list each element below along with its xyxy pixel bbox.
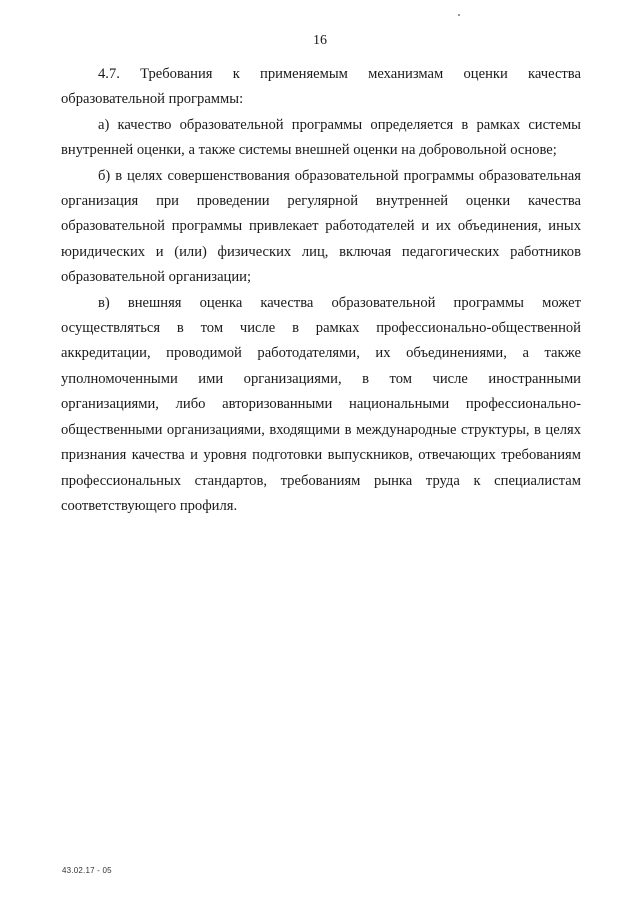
paragraph-item-a: а) качество образовательной программы определяется в рамках системы внутренней оценки, а также системы внешней оценки на добровольной основе; (61, 116, 581, 159)
paragraph-item-v: в) внешняя оценка качества образовательной программы может осуществляться в том числе в рамках профессионально-общественной аккредитации, проводимой работодателями, их объединениями, а также уполномоченными ими организациями, в том числе иностранными организациями, либо авторизованными национальными профессионально-общественными организациями, входящими в международные структуры, в целях признания качества и уровня подготовки выпускников, отвечающих требованиям профессиональных стандартов, требованиям рынка труда к специалистам соответствующего профиля. (61, 294, 581, 514)
paragraph-4-7-heading: 4.7. Требования к применяемым механизмам оценки качества образовательной программы: (61, 66, 581, 108)
scan-speck (458, 14, 460, 16)
footer-document-code: 43.02.17 - 05 (62, 866, 112, 875)
page-number: 16 (313, 33, 327, 48)
paragraph-item-b: б) в целях совершенствования образовательной программы образовательная организация при проведении регулярной внутренней оценки качества образовательной программы привлекает работодателей и их объединения, иных юридических и (или) физических лиц, включая педагогических работников образовательной организации; (61, 167, 581, 286)
document-body (61, 62, 581, 519)
